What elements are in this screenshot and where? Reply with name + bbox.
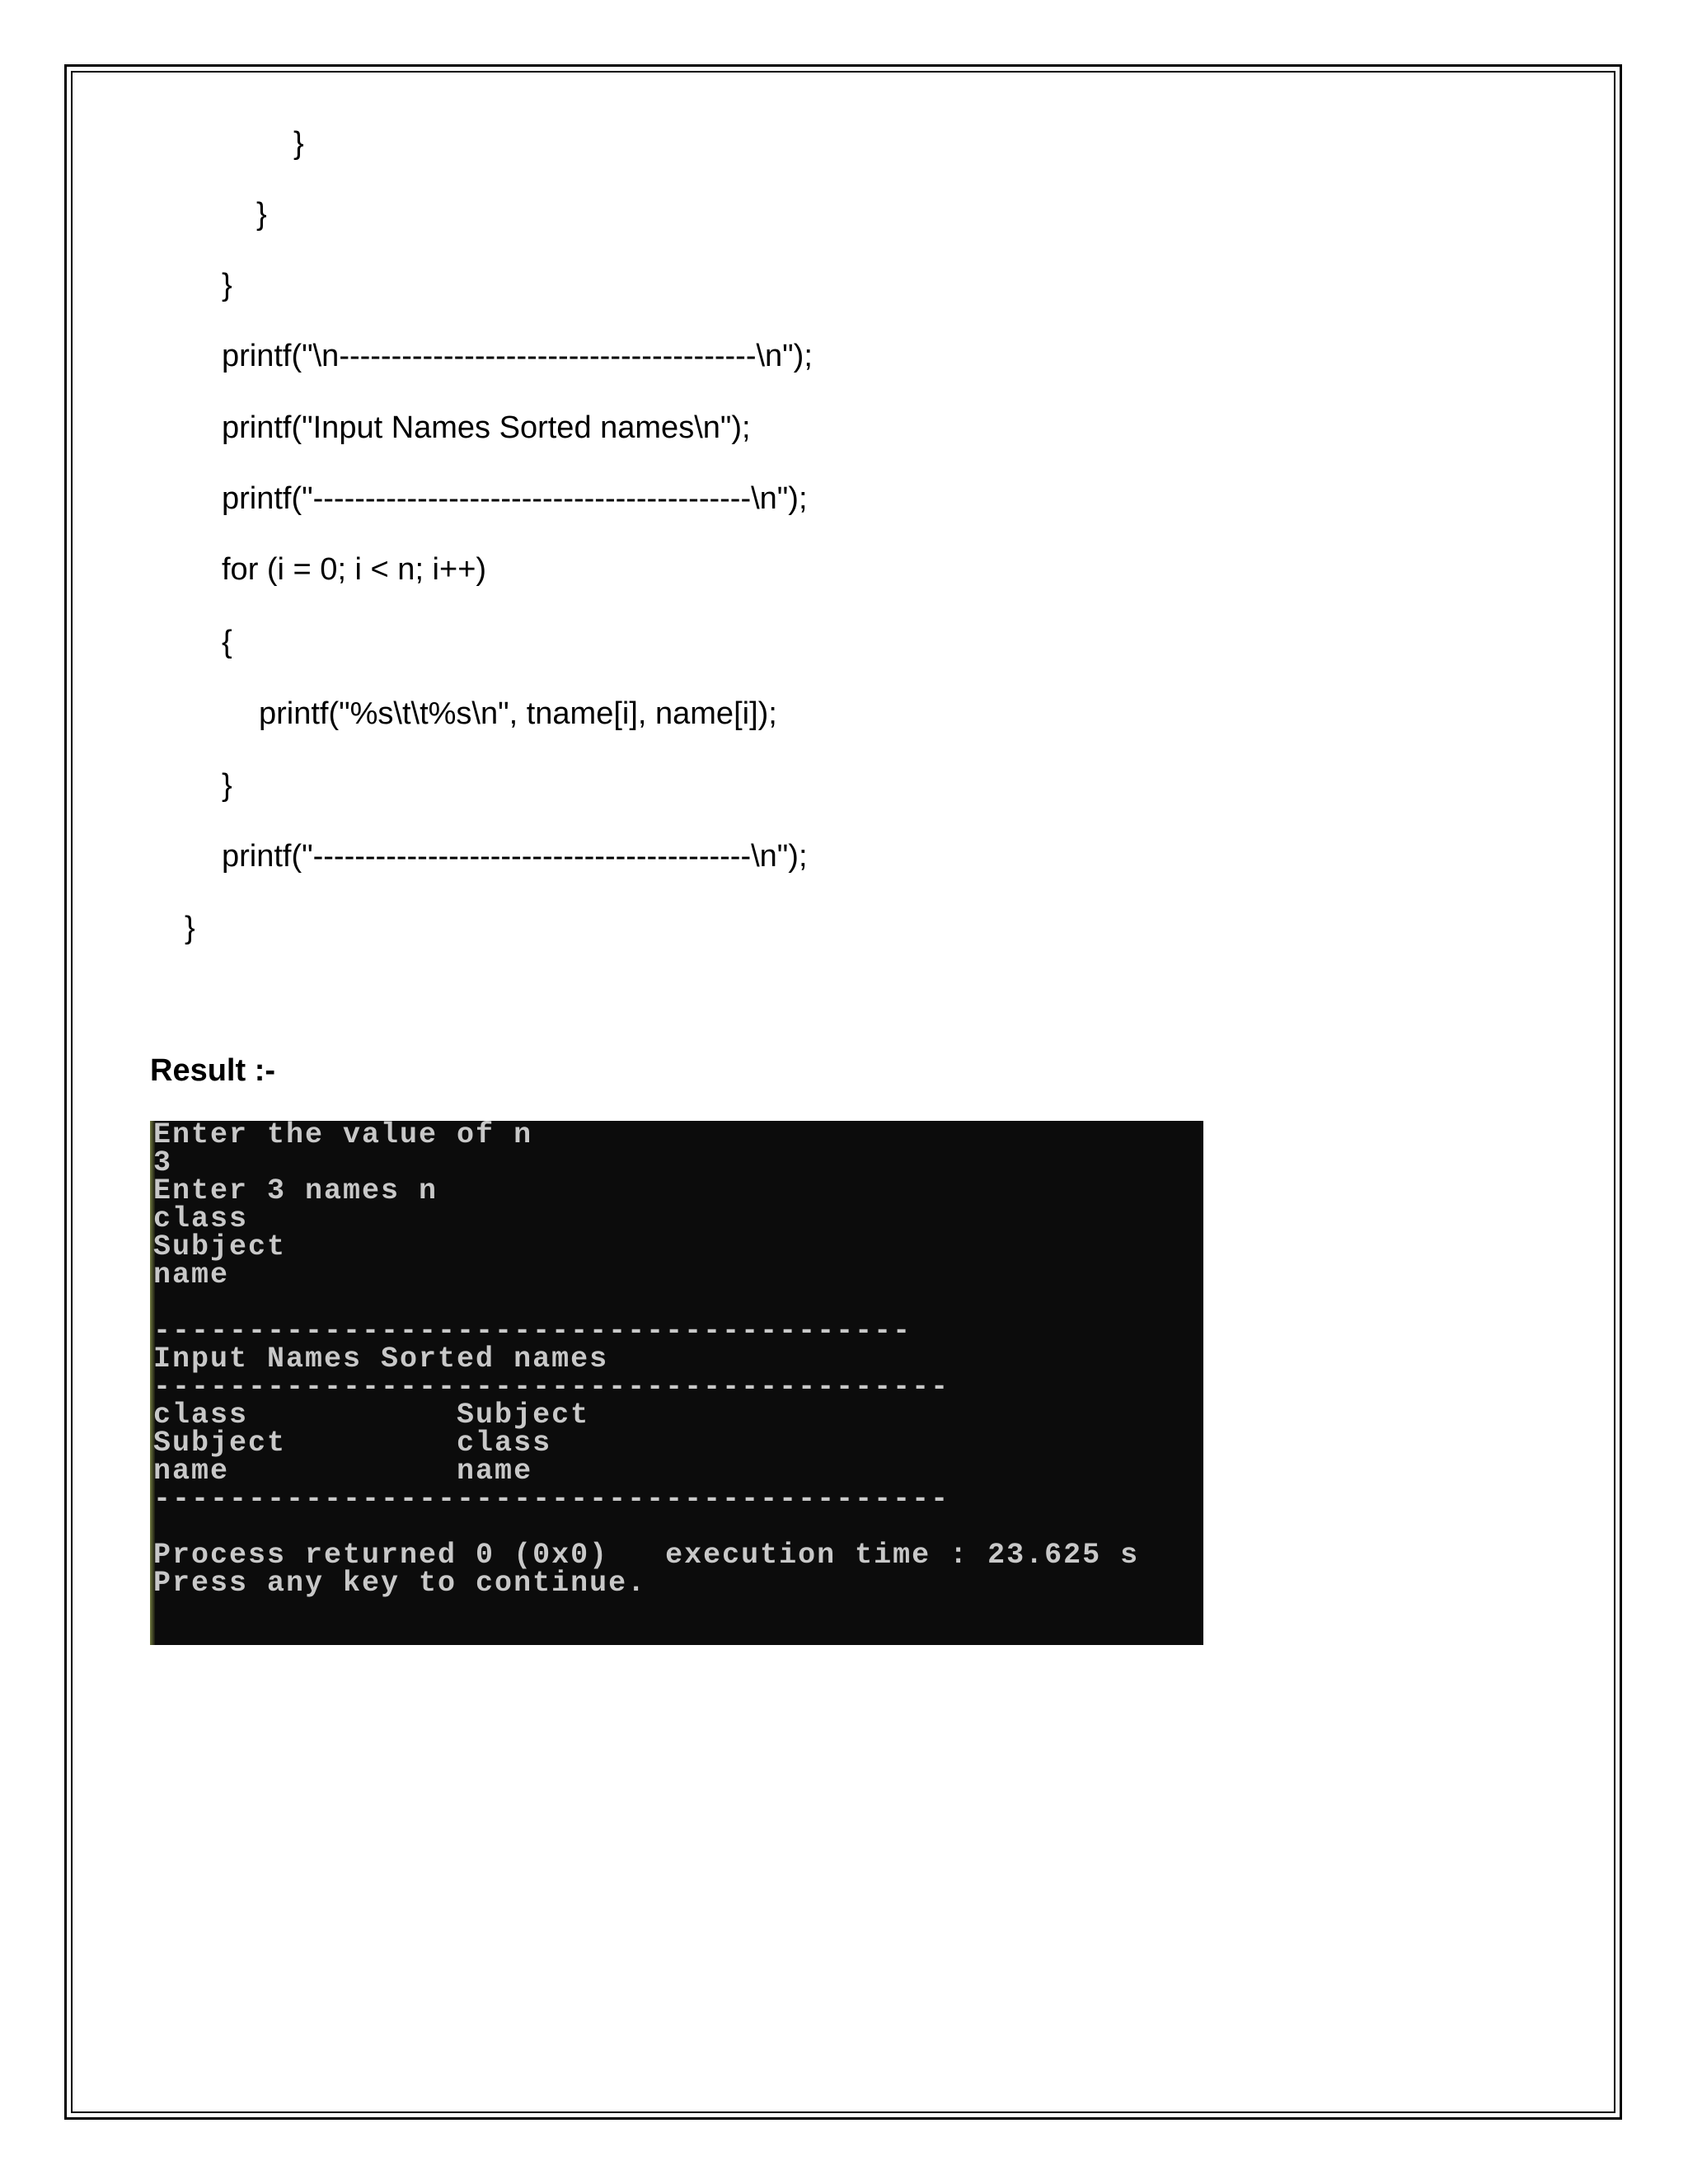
code-line-3: } [222, 268, 232, 302]
console-output-screenshot [150, 1121, 1203, 1645]
console-line-11: class Subject [153, 1399, 590, 1432]
console-line-9: Input Names Sorted names [153, 1343, 609, 1376]
page-border-inner [71, 71, 1615, 2113]
code-line-1: } [293, 126, 304, 161]
console-line-10: ------------------------------------------ [153, 1371, 950, 1404]
code-line-9: printf("%s\t\t%s\n", tname[i], name[i]); [259, 696, 777, 731]
code-line-12: } [185, 911, 195, 945]
code-line-5: printf("Input Names Sorted names\n"); [222, 410, 751, 445]
result-heading: Result :- [150, 1053, 275, 1088]
console-line-14: ------------------------------------------ [153, 1483, 950, 1516]
console-line-1: Enter the value of n [153, 1121, 533, 1151]
console-line-17: Press any key to continue. [153, 1567, 647, 1600]
console-line-8: ---------------------------------------- [153, 1315, 912, 1347]
console-line-3: Enter 3 names n [153, 1174, 438, 1207]
code-line-4: printf("\n----------------------------------------\n"); [222, 339, 813, 373]
code-line-11: printf("------------------------------------------\n"); [222, 839, 808, 874]
console-line-6: name [153, 1258, 230, 1291]
code-line-7: for (i = 0; i < n; i++) [222, 552, 487, 587]
code-line-10: } [222, 768, 232, 803]
console-line-13: name name [153, 1455, 533, 1488]
code-line-2: } [256, 197, 267, 232]
console-line-2: 3 [153, 1146, 173, 1179]
console-line-16: Process returned 0 (0x0) execution time : 23.625 s [153, 1539, 1140, 1572]
console-line-12: Subject class [153, 1427, 552, 1460]
console-line-5: Subject [153, 1230, 287, 1263]
code-line-8: { [222, 625, 232, 659]
console-line-4: class [153, 1202, 249, 1235]
code-line-6: printf("------------------------------------------\n"); [222, 481, 808, 516]
